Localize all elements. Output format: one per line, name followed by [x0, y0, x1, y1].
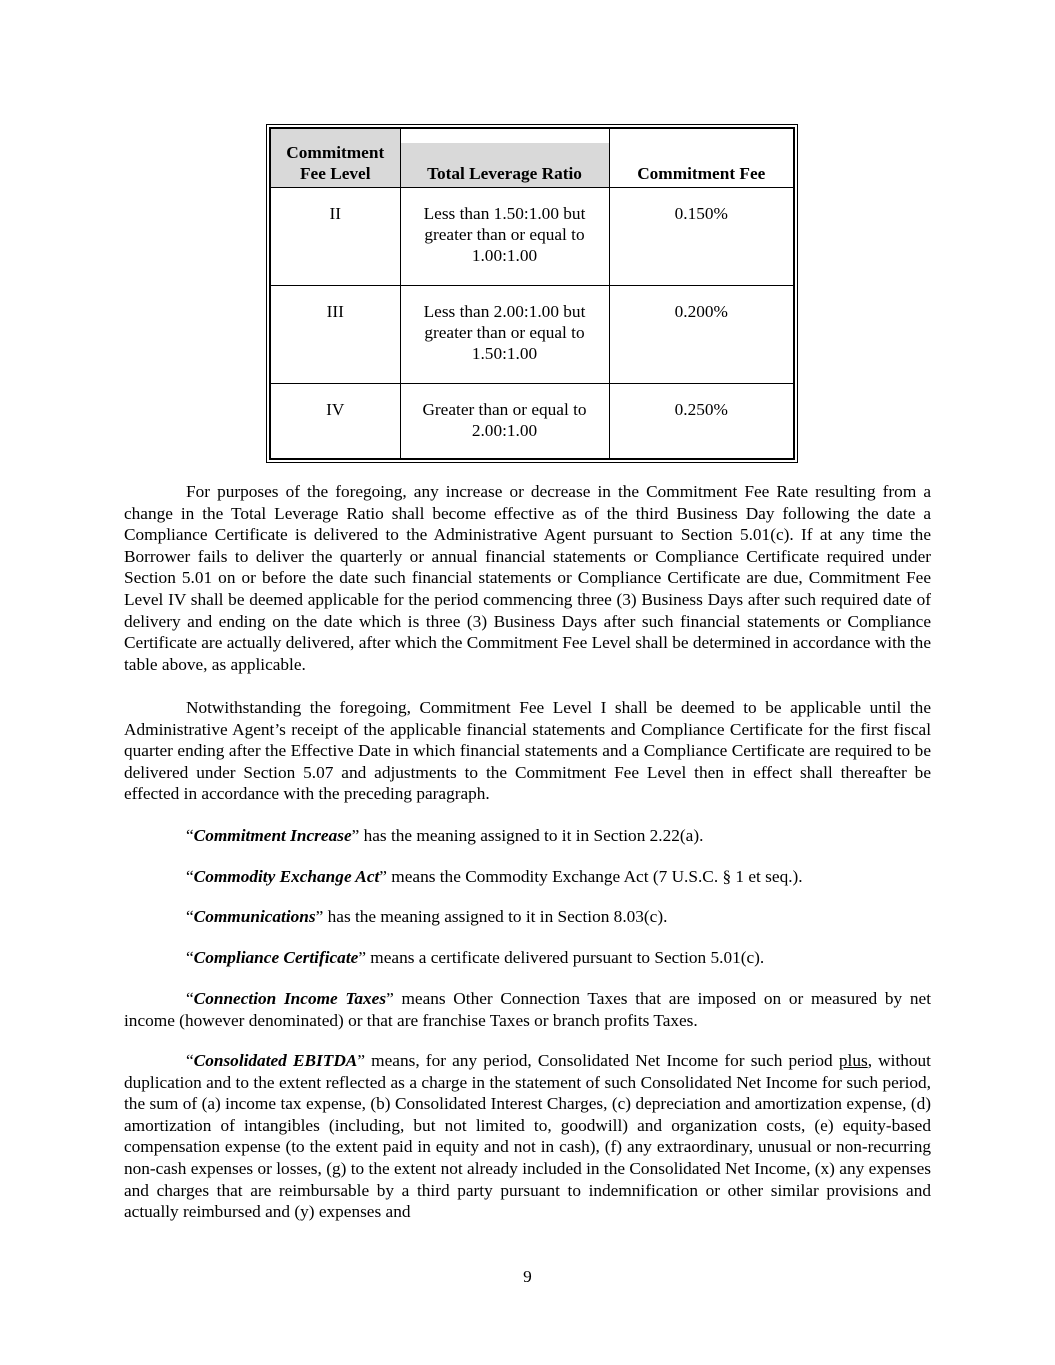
header-level-line1: Commitment — [286, 143, 385, 163]
page-number: 9 — [523, 1267, 532, 1286]
fee-cell — [609, 383, 794, 459]
definition-text: ” means the Commodity Exchange Act (7 U.S.C. § 1 et seq.). — [379, 867, 803, 886]
fee-value: 0.150% — [674, 203, 728, 223]
defined-term: Communications — [193, 907, 316, 926]
header-ratio-label: Total Leverage Ratio — [427, 164, 582, 184]
fee-value: 0.250% — [674, 399, 728, 419]
open-quote: “ — [186, 826, 194, 845]
header-commitment-fee — [609, 128, 794, 187]
plus-underlined: plus — [838, 1051, 868, 1070]
header-commitment-fee-level — [270, 128, 400, 187]
defined-term: Consolidated EBITDA — [193, 1051, 358, 1070]
ratio-line: 1.50:1.00 — [471, 343, 538, 363]
fee-cell — [609, 285, 794, 383]
fee-value: 0.200% — [674, 301, 728, 321]
ratio-line: greater than or equal to — [424, 322, 585, 342]
definition-text: ” has the meaning assigned to it in Section 8.03(c). — [315, 907, 668, 926]
definition-text: , without duplication and to the extent reflected as a charge in the statement of such Consolidated Net Income for such period, the sum of (a) income tax expense, (b) Consolidated Interest Charges, (c) depreciation and amortization expense, (d) amortization of intangibles (including, but not limited to, goodwill) and organization costs, (e) equity-based compensation expense (to the extent paid in equity and not in cash), (f) any extraordinary, unusual or non-recurring non-cash expenses or losses, (g) to the extent not already included in the Consolidated Net Income, (x) any expenses and charges that are reimbursable by a third party pursuant to indemnification or other similar provisions and actually reimbursed and (y) expenses and — [124, 1051, 931, 1222]
definition-connection-income-taxes — [124, 988, 931, 1031]
definition-text: ” has the meaning assigned to it in Section 2.22(a). — [351, 826, 704, 845]
ratio-line: Less than 1.50:1.00 but — [423, 203, 586, 223]
table-row — [270, 187, 794, 285]
fee-grid — [269, 127, 795, 460]
definition-text: ” means, for any period, Consolidated Net Income for such period — [357, 1051, 839, 1070]
level-cell — [270, 383, 400, 459]
ratio-cell — [400, 285, 609, 383]
defined-term: Compliance Certificate — [193, 948, 359, 967]
defined-term: Connection Income Taxes — [193, 989, 387, 1008]
foregoing-paragraph: For purposes of the foregoing, any increase or decrease in the Commitment Fee Rate resulting from a change in the Total Leverage Ratio shall become effective as of the third Business Day following the date a Compliance Certificate is delivered to the Administrative Agent pursuant to Section 5.01(c). If at any time the Borrower fails to deliver the quarterly or annual financial statements or Compliance Certificate required under Section 5.01 on or before the date such financial statements or Compliance Certificate are due, Commitment Fee Level IV shall be deemed applicable for the period commencing three (3) Business Days after such required date of delivery and ending on the date which is three (3) Business Days after such financial statements or Compliance Certificate are actually delivered, after which the Commitment Fee Level shall be determined in accordance with the table above, as applicable. — [124, 482, 931, 674]
level-value: IV — [326, 399, 345, 419]
open-quote: “ — [186, 989, 194, 1008]
open-quote: “ — [186, 907, 194, 926]
notwithstanding-paragraph: Notwithstanding the foregoing, Commitment Fee Level I shall be deemed to be applicable until the Administrative Agent’s receipt of the applicable financial statements and Compliance Certificate for the first fiscal quarter ending after the Effective Date in which financial statements and a Compliance Certificate are required to be delivered under Section 5.07 and adjustments to the Commitment Fee Level then in effect shall thereafter be effected in accordance with the preceding paragraph. — [124, 698, 931, 804]
definition-commodity-exchange-act — [124, 866, 931, 888]
defined-term: Commitment Increase — [193, 826, 352, 845]
level-cell — [270, 187, 400, 285]
ratio-line: Less than 2.00:1.00 but — [423, 301, 586, 321]
ratio-cell — [400, 383, 609, 459]
level-value: II — [329, 203, 341, 223]
definition-text: ” means a certificate delivered pursuant to Section 5.01(c). — [358, 948, 765, 967]
ratio-line: 2.00:1.00 — [471, 420, 538, 440]
open-quote: “ — [186, 867, 194, 886]
defined-term: Commodity Exchange Act — [193, 867, 380, 886]
header-fee-label: Commitment Fee — [637, 164, 766, 184]
table-row — [270, 383, 794, 459]
open-quote: “ — [186, 948, 194, 967]
open-quote: “ — [186, 1051, 194, 1070]
ratio-cell — [400, 187, 609, 285]
ratio-line: greater than or equal to — [424, 224, 585, 244]
definition-consolidated-ebitda — [124, 1050, 931, 1223]
header-total-leverage-ratio — [400, 128, 609, 187]
definition-communications — [124, 906, 931, 928]
definition-text: ” means Other Connection Taxes that are imposed on or measured by net income (however denominated) or that are franchise Taxes or branch profits Taxes. — [124, 989, 931, 1030]
ratio-line: Greater than or equal to — [422, 399, 587, 419]
fee-cell — [609, 187, 794, 285]
definition-commitment-increase — [124, 825, 931, 847]
commitment-fee-table — [266, 124, 798, 463]
level-value: III — [326, 301, 344, 321]
header-level-line2: Fee Level — [299, 164, 371, 184]
table-row — [270, 285, 794, 383]
ratio-line: 1.00:1.00 — [471, 245, 538, 265]
level-cell — [270, 285, 400, 383]
definition-compliance-certificate — [124, 947, 931, 969]
table-header-row — [270, 128, 794, 187]
